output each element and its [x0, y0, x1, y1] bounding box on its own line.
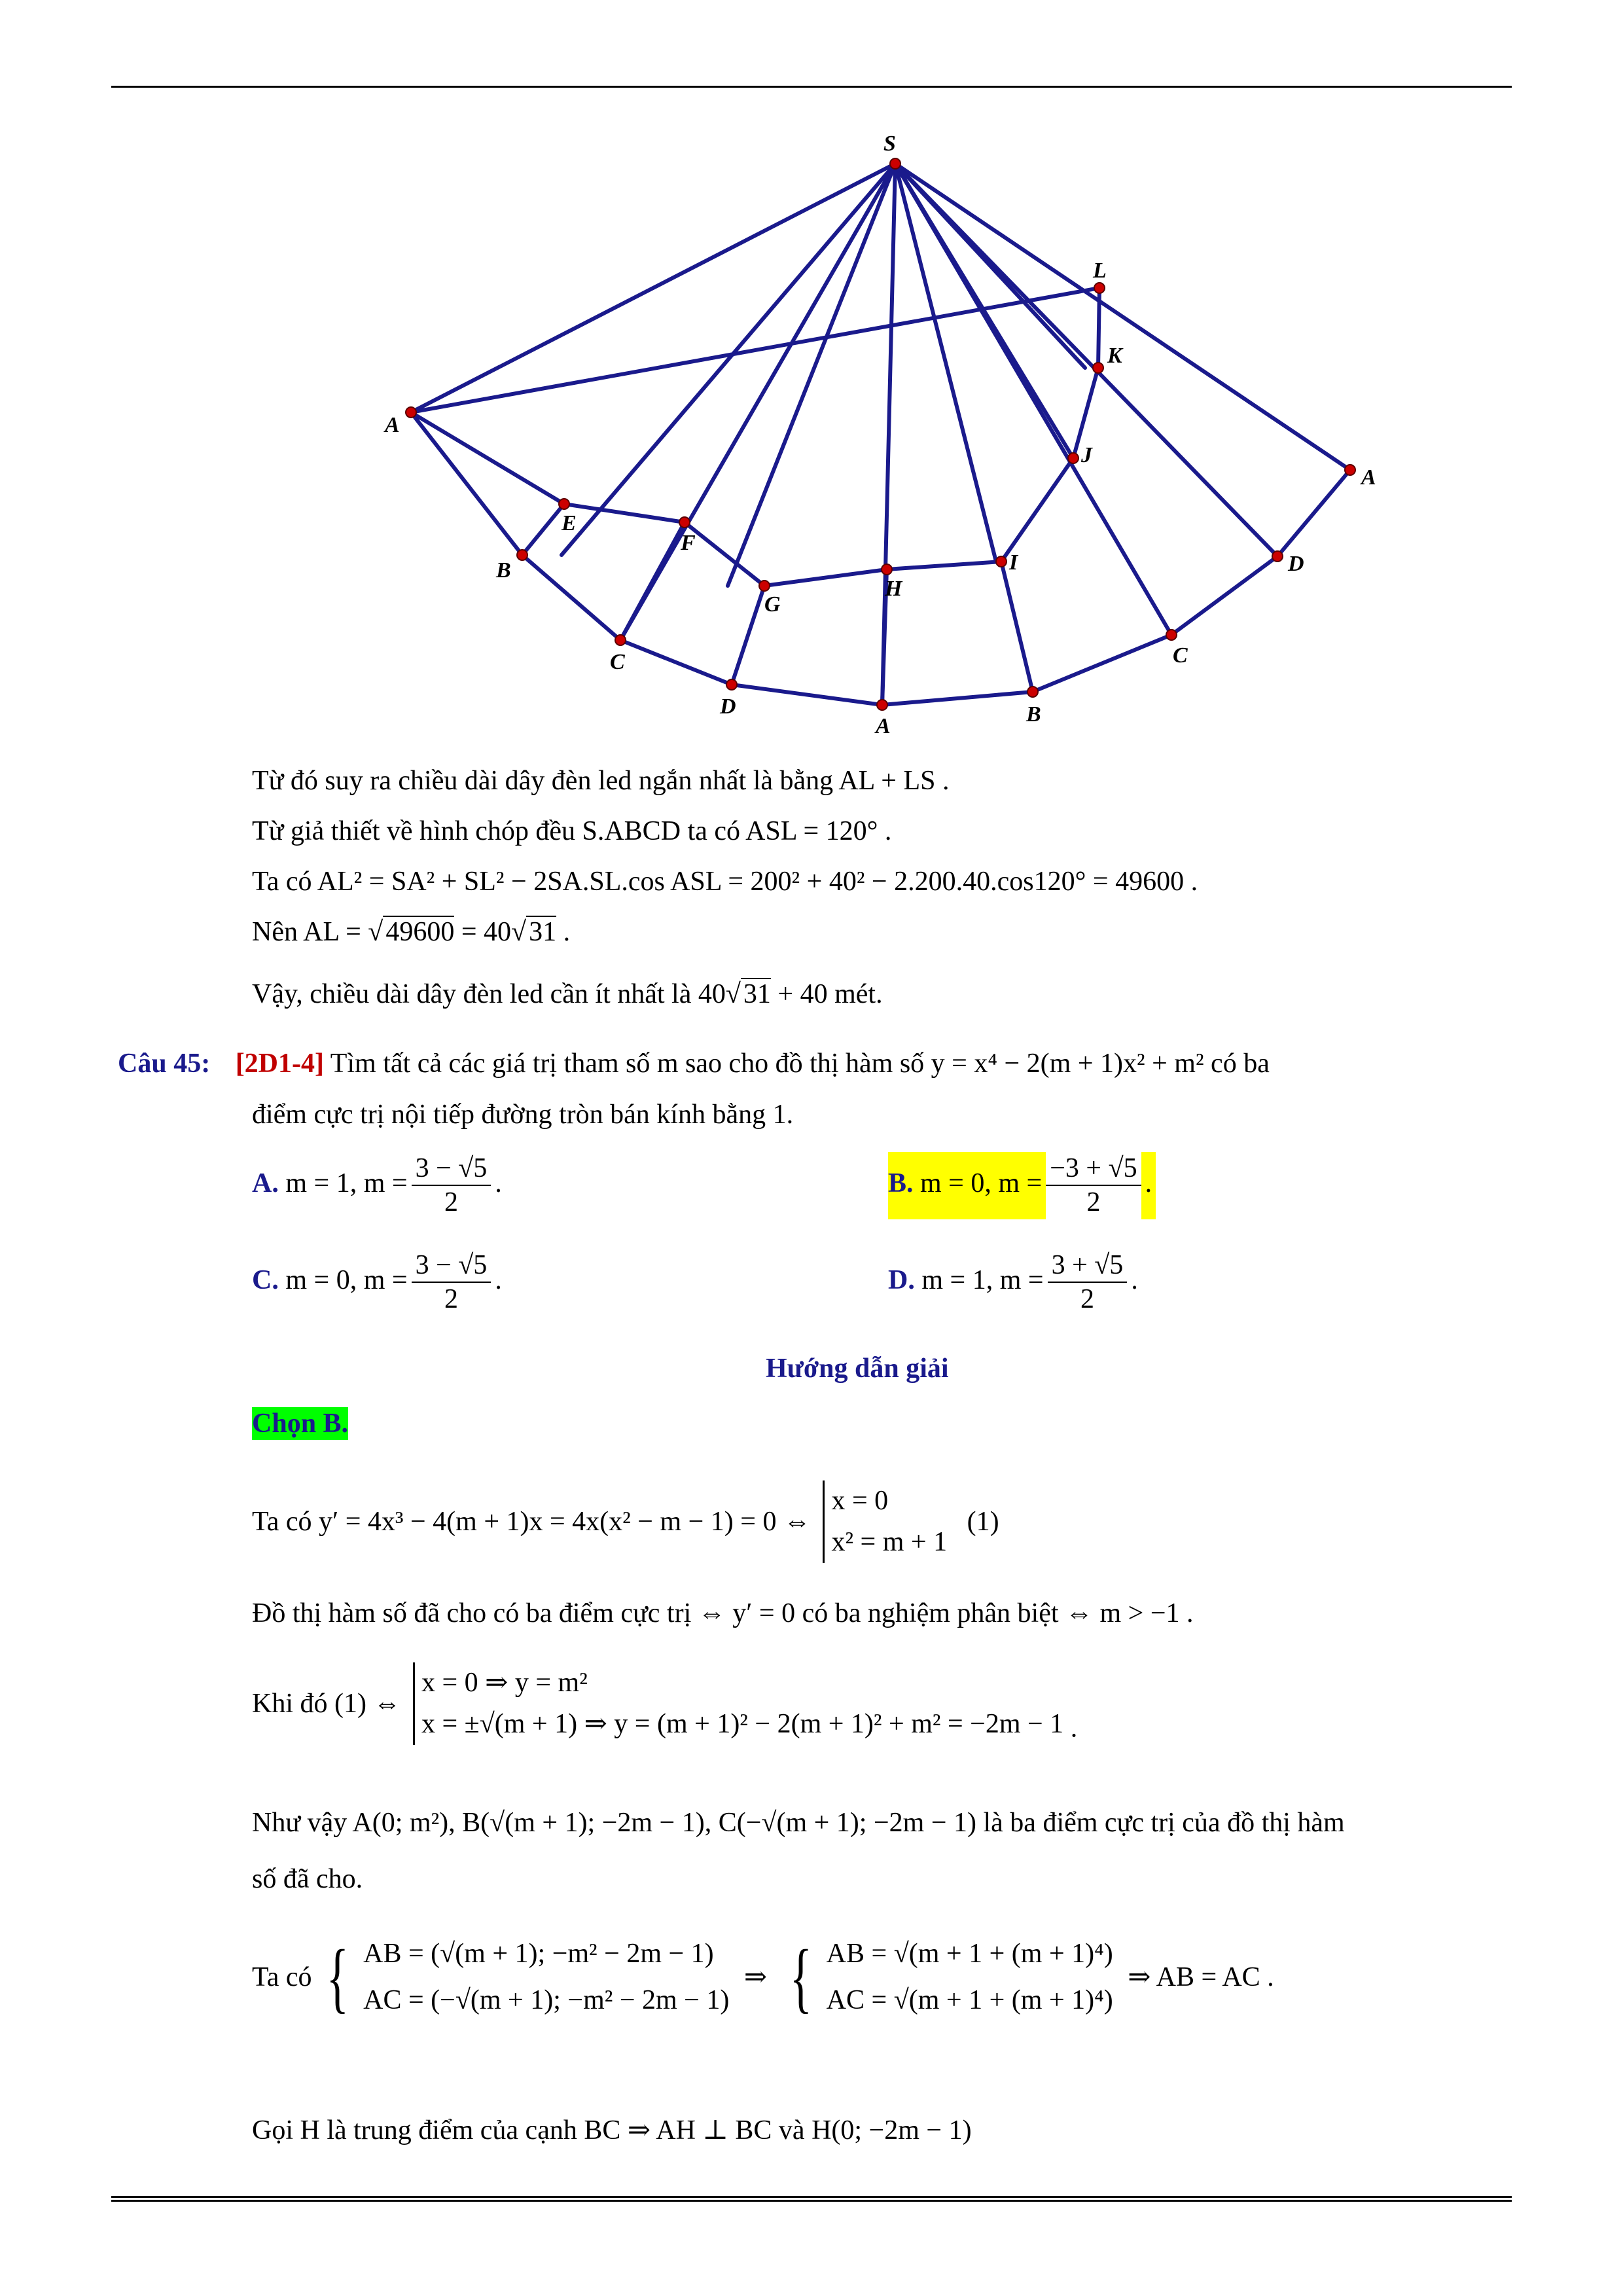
- solution45-step6: Gọi H là trung điểm của cạnh BC ⇒ AH ⊥ BC và H(0; −2m − 1): [252, 2115, 972, 2145]
- label-H: H: [885, 577, 902, 601]
- solution-heading: Hướng dẫn giải: [766, 1354, 949, 1384]
- label-F: F: [681, 531, 696, 555]
- label-D-right: D: [1288, 552, 1304, 576]
- label-A-bottom: A: [876, 714, 891, 738]
- label-I: I: [1009, 550, 1018, 575]
- solution44-line2: Từ giả thiết về hình chóp đều S.ABCD ta có ASL = 120° .: [252, 816, 892, 846]
- label-A-left: A: [385, 413, 400, 437]
- header-rule: [111, 86, 1512, 88]
- solution44-line1: Từ đó suy ra chiều dài dây đèn led ngắn nhất là bằng AL + LS .: [252, 766, 950, 796]
- solution44-line5: Vậy, chiều dài dây đèn led cần ít nhất là 40√31 + 40 mét.: [252, 979, 883, 1009]
- option-d[interactable]: D. m = 1, m = $\frac{3 + √5}{2}$ .: [888, 1250, 1138, 1315]
- pyramid-unfolding-figure: [327, 111, 1387, 759]
- label-C-right: C: [1173, 643, 1188, 668]
- solution45-step3: Khi đó (1) ⇔ x = 0 ⇒ y = m² x = ±√(m + 1) ⇒ y = (m + 1)² − 2(m + 1)² + m² = −2m − 1 .: [252, 1662, 1077, 1745]
- solution45-step1: Ta có y′ = 4x³ − 4(m + 1)x = 4x(x² − m − 1) = 0 ⇔ x = 0 x² = m + 1 (1): [252, 1480, 999, 1563]
- question-text: Tìm tất cả các giá trị tham số m sao cho đồ thị hàm số y = x⁴ − 2(m + 1)x² + m² có ba: [330, 1049, 1270, 1079]
- option-c[interactable]: C. m = 0, m = $\frac{3 - √5}{2}$ .: [252, 1250, 502, 1315]
- footer-rule: [111, 2196, 1512, 2202]
- solution45-step5: Ta có { AB = (√(m + 1); −m² − 2m − 1) AC = (−√(m + 1); −m² − 2m − 1) ⇒ { AB = √(m + 1 + (m + 1)⁴) AC = √(m + 1 + (m + 1)⁴) ⇒ AB = AC .: [252, 1933, 1274, 2021]
- question45-line1: [118, 1047, 1270, 1080]
- solution45-step4b: số đã cho.: [252, 1864, 363, 1894]
- answer-choice: Chọn B.: [252, 1407, 348, 1440]
- label-S: S: [883, 132, 896, 156]
- label-J: J: [1081, 443, 1092, 467]
- question45-line2: điểm cực trị nội tiếp đường tròn bán kính bằng 1.: [252, 1100, 794, 1130]
- label-K: K: [1107, 344, 1122, 368]
- label-G: G: [764, 592, 781, 617]
- label-E: E: [562, 511, 577, 535]
- question-tag: [2D1-4]: [235, 1049, 324, 1079]
- question-number: Câu 45:: [118, 1049, 211, 1079]
- solution44-line3: Ta có AL² = SA² + SL² − 2SA.SL.cos ASL = 200² + 40² − 2.200.40.cos120° = 49600 .: [252, 867, 1198, 897]
- label-L: L: [1093, 259, 1107, 283]
- label-B-bottom: B: [1026, 702, 1041, 726]
- label-A-right: A: [1361, 465, 1376, 490]
- solution45-step4a: Như vậy A(0; m²), B(√(m + 1); −2m − 1), C(−√(m + 1); −2m − 1) là ba điểm cực trị của đồ thị hàm: [252, 1808, 1345, 1838]
- solution44-line4: Nên AL = √49600 = 40√31 .: [252, 917, 571, 947]
- option-b[interactable]: B. m = 0, m = $\frac{-3 + √5}{2}$ .: [888, 1152, 1156, 1219]
- option-a[interactable]: A. m = 1, m = $\frac{3 - √5}{2}$ .: [252, 1153, 502, 1218]
- label-C-left: C: [610, 650, 625, 674]
- solution45-step2: Đồ thị hàm số đã cho có ba điểm cực trị ⇔ y′ = 0 có ba nghiệm phân biệt ⇔ m > −1 .: [252, 1598, 1194, 1628]
- label-B-left: B: [496, 558, 511, 583]
- label-D-bottom: D: [720, 694, 736, 719]
